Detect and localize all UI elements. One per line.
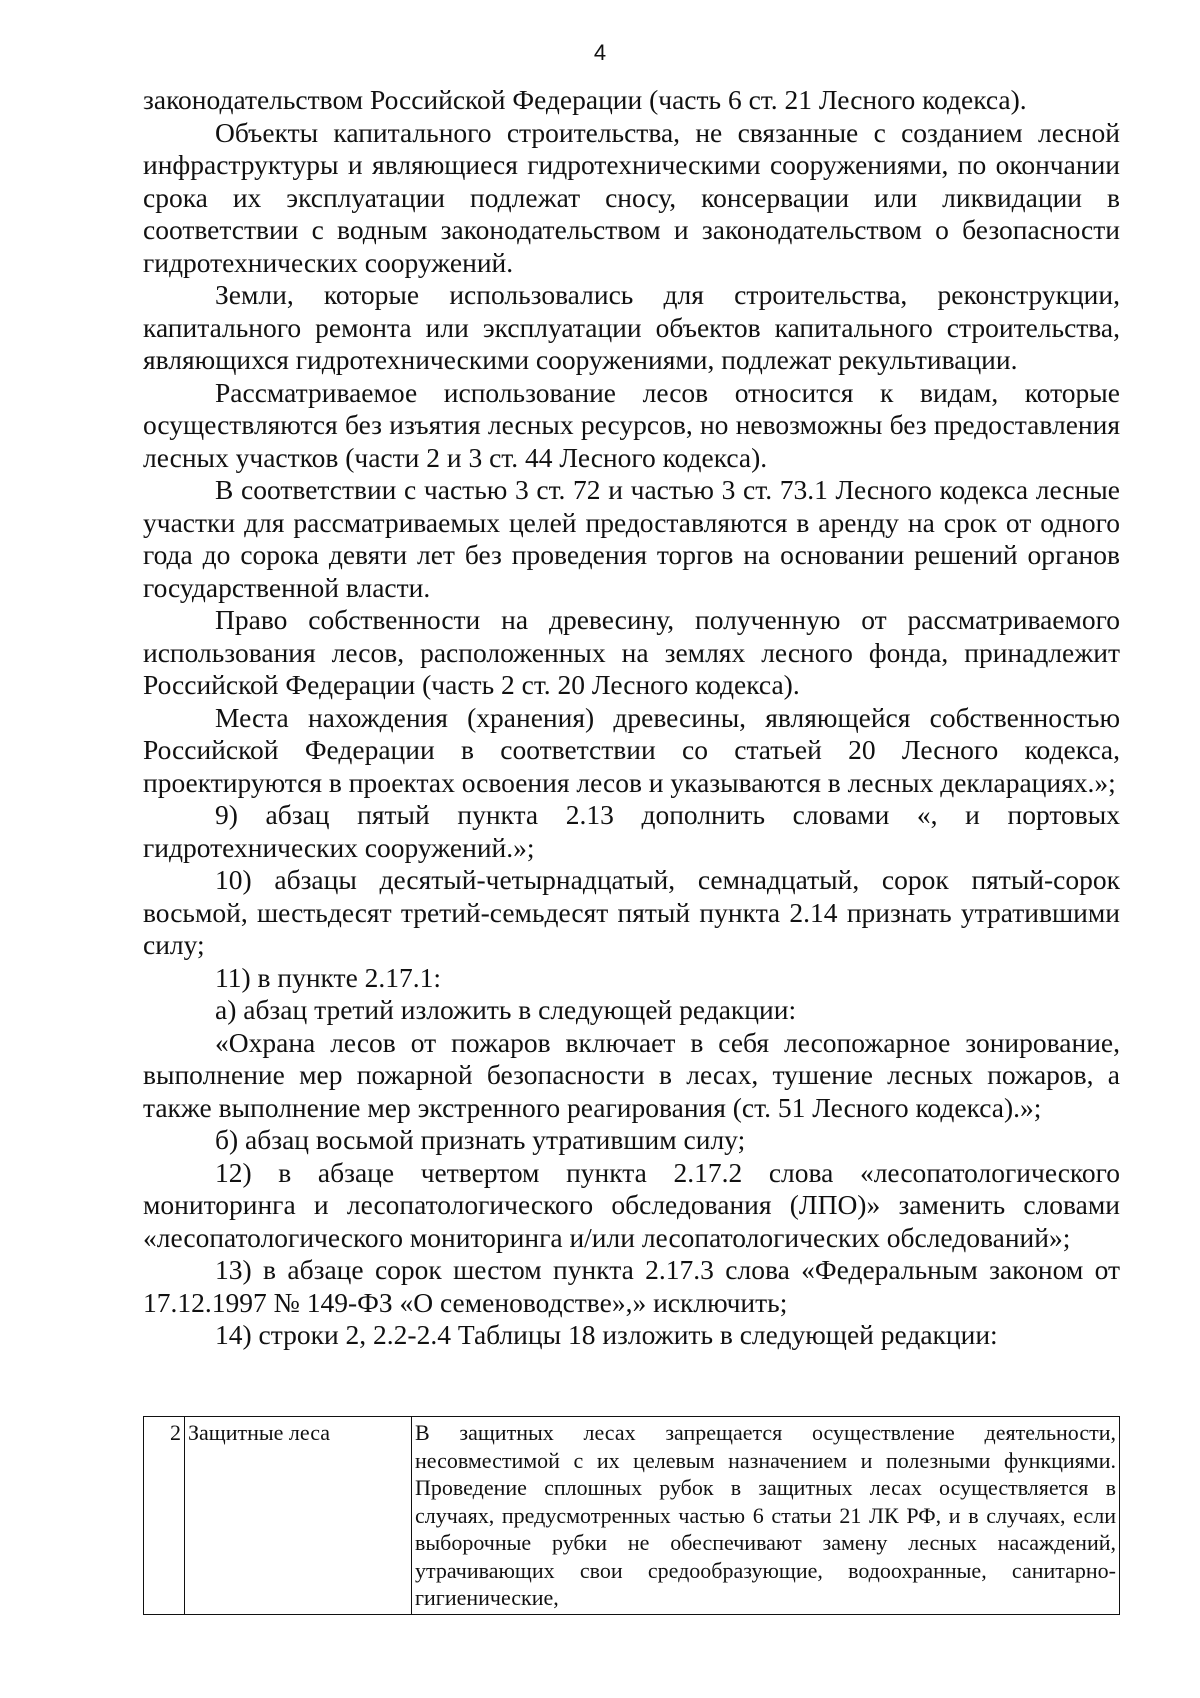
paragraph: законодательством Российской Федерации (часть 6 ст. 21 Лесного кодекса). xyxy=(143,84,1027,115)
regulation-table xyxy=(143,1416,1120,1615)
paragraph: 11) в пункте 2.17.1: xyxy=(215,961,442,993)
table-cell-row-number: 2 xyxy=(144,1417,185,1615)
paragraph: Право собственности на древесину, полученную от рассматриваемого использования лесов, расположенных на землях лесного фонда, принадлежит Российской Федерации (часть 2 ст. 20 Лесного кодекса). xyxy=(143,604,1120,700)
paragraph: 13) в абзаце сорок шестом пункта 2.17.3 слова «Федеральным законом от 17.12.1997 № 149-ФЗ «О семеноводстве»,» исключить; xyxy=(143,1254,1120,1318)
paragraph: 10) абзацы десятый-четырнадцатый, семнадцатый, сорок пятый-сорок восьмой, шестьдесят третий-семьдесят пятый пункта 2.14 признать утратившими силу; xyxy=(143,864,1120,960)
paragraph: 14) строки 2, 2.2-2.4 Таблицы 18 изложить в следующей редакции: xyxy=(215,1319,998,1350)
paragraph: Рассматриваемое использование лесов относится к видам, которые осуществляются без изъятия лесных ресурсов, но невозможны без предоставления лесных участков (части 2 и 3 ст. 44 Лесного кодекса). xyxy=(143,376,1120,473)
table-18-excerpt xyxy=(143,1416,1120,1615)
body-text xyxy=(143,84,1120,1352)
paragraph: Земли, которые использовались для строительства, реконструкции, капитального ремонта или эксплуатации объектов капитального строительства, являющихся гидротехническими сооружениями, подлежат рекультивации. xyxy=(143,279,1120,375)
paragraph: 12) в абзаце четвертом пункта 2.17.2 слова «лесопатологического мониторинга и лесопатологического обследования (ЛПО)» заменить словами «лесопатологического мониторинга и/или лесопатологических обследований»; xyxy=(143,1156,1120,1253)
paragraph: «Охрана лесов от пожаров включает в себя лесопожарное зонирование, выполнение мер пожарной безопасности в лесах, тушение лесных пожаров, а также выполнение мер экстренного реагирования (ст. 51 Лесного кодекса).»; xyxy=(143,1026,1120,1123)
table-cell-forest-category: Защитные леса xyxy=(185,1417,412,1615)
paragraph: а) абзац третий изложить в следующей редакции: xyxy=(215,994,797,1025)
paragraph: 9) абзац пятый пункта 2.13 дополнить словами «, и портовых гидротехнических сооружений.»; xyxy=(143,799,1120,863)
table-row xyxy=(144,1417,1120,1615)
table-cell-description: В защитных лесах запрещается осуществление деятельности, несовместимой с их целевым назначением и полезными функциями. Проведение сплошных рубок в защитных лесах осуществляется в случаях, предусмотренных частью 6 статьи 21 ЛК РФ, и в случаях, если выборочные рубки не обеспечивают замену лесных насаждений, утрачивающих свои средообразующие, водоохранные, санитарно-гигиенические, xyxy=(412,1417,1120,1615)
paragraph: б) абзац восьмой признать утратившим силу; xyxy=(215,1124,746,1155)
paragraph: Места нахождения (хранения) древесины, являющейся собственностью Российской Федерации в соответствии со статьей 20 Лесного кодекса, проектируются в проектах освоения лесов и указываются в лесных декларациях.»; xyxy=(143,701,1120,798)
page-number: 4 xyxy=(593,40,607,65)
paragraph: Объекты капитального строительства, не связанные с созданием лесной инфраструктуры и являющиеся гидротехническими сооружениями, по окончании срока их эксплуатации подлежат сносу, консервации или ликвидации в соответствии с водным законодательством и законодательством о безопасности гидротехнических сооружений. xyxy=(143,116,1120,278)
paragraph: В соответствии с частью 3 ст. 72 и частью 3 ст. 73.1 Лесного кодекса лесные участки для рассматриваемых целей предоставляются в аренду на срок от одного года до сорока девяти лет без проведения торгов на основании решений органов государственной власти. xyxy=(143,474,1120,603)
